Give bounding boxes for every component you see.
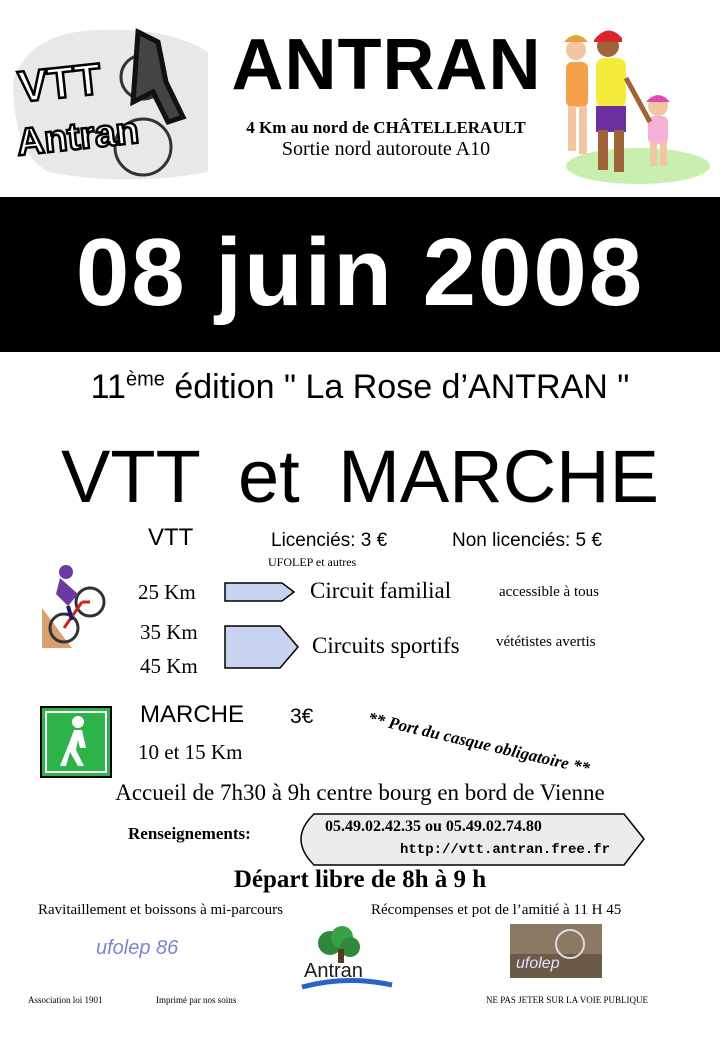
marche-price: 3€ (290, 705, 314, 728)
circuit-sportif-distance-1: 35 Km (140, 620, 198, 644)
circuit-familial-distance: 25 Km (138, 580, 196, 604)
depart-info: Départ libre de 8h à 9 h (233, 866, 487, 893)
marche-label: MARCHE (140, 701, 245, 728)
antran-logo-text: Antran (304, 960, 363, 982)
logo-antran-text: Antran (14, 109, 141, 165)
footer-imprime: Imprimé par nos soins (156, 995, 237, 1005)
arrow-right-icon (224, 624, 300, 670)
page-title: ANTRAN (231, 25, 542, 105)
circuit-familial-note: accessible à tous (499, 584, 599, 600)
accueil-info: Accueil de 7h30 à 9h centre bourg en bord de Vienne (115, 780, 605, 805)
location-line-2: Sortie nord autoroute A10 (281, 138, 491, 160)
ufolep-photo-text: ufolep (516, 955, 560, 972)
mountain-biker-icon (42, 558, 110, 648)
circuits-sportifs-name: Circuits sportifs (312, 633, 460, 658)
footer-association: Association loi 1901 (28, 995, 103, 1005)
ufolep-note: UFOLEP et autres (268, 555, 357, 569)
walking-family-illustration (548, 18, 710, 186)
main-heading: VTT et MARCHE (61, 435, 659, 518)
edition-name: édition " La Rose d’ANTRAN " (164, 368, 630, 406)
price-non-licencies: Non licenciés: 5 € (452, 530, 602, 551)
ufolep86-logo-text: ufolep 86 (96, 937, 179, 959)
pedestrian-icon (40, 706, 112, 778)
antran-town-logo (296, 925, 396, 997)
recompenses-info: Récompenses et pot de l’amitié à 11 H 45 (371, 902, 622, 918)
vtt-antran-logo (8, 22, 213, 187)
edition-number: 11 (90, 368, 126, 406)
marche-distances: 10 et 15 Km (138, 740, 243, 764)
circuit-familial-name: Circuit familial (310, 578, 452, 603)
circuit-sportif-distance-2: 45 Km (140, 654, 198, 678)
logo-vtt-text: VTT (15, 54, 104, 113)
website-link[interactable]: http://vtt.antran.free.fr (400, 842, 611, 858)
footer-ne-pas-jeter: NE PAS JETER SUR LA VOIE PUBLIQUE (486, 995, 649, 1005)
event-date: 08 juin 2008 (75, 219, 645, 326)
helmet-notice: ** Port du casque obligatoire ** (365, 708, 592, 778)
ufolep-photo-logo (510, 924, 602, 978)
arrow-right-icon (224, 581, 296, 603)
location-line-1: 4 Km au nord de CHÂTELLERAULT (246, 118, 526, 137)
ravitaillement-info: Ravitaillement et boissons à mi-parcours (38, 902, 283, 918)
edition-suffix: ème (125, 368, 165, 391)
price-licencies: Licenciés: 3 € (271, 530, 388, 551)
vtt-label: VTT (148, 524, 194, 551)
circuits-sportifs-note: vététistes avertis (496, 634, 596, 650)
edition-title (0, 368, 720, 407)
ufolep86-logo (94, 928, 194, 968)
renseignements-label: Renseignements: (128, 824, 251, 843)
contact-phones: 05.49.02.42.35 ou 05.49.02.74.80 (325, 818, 542, 835)
